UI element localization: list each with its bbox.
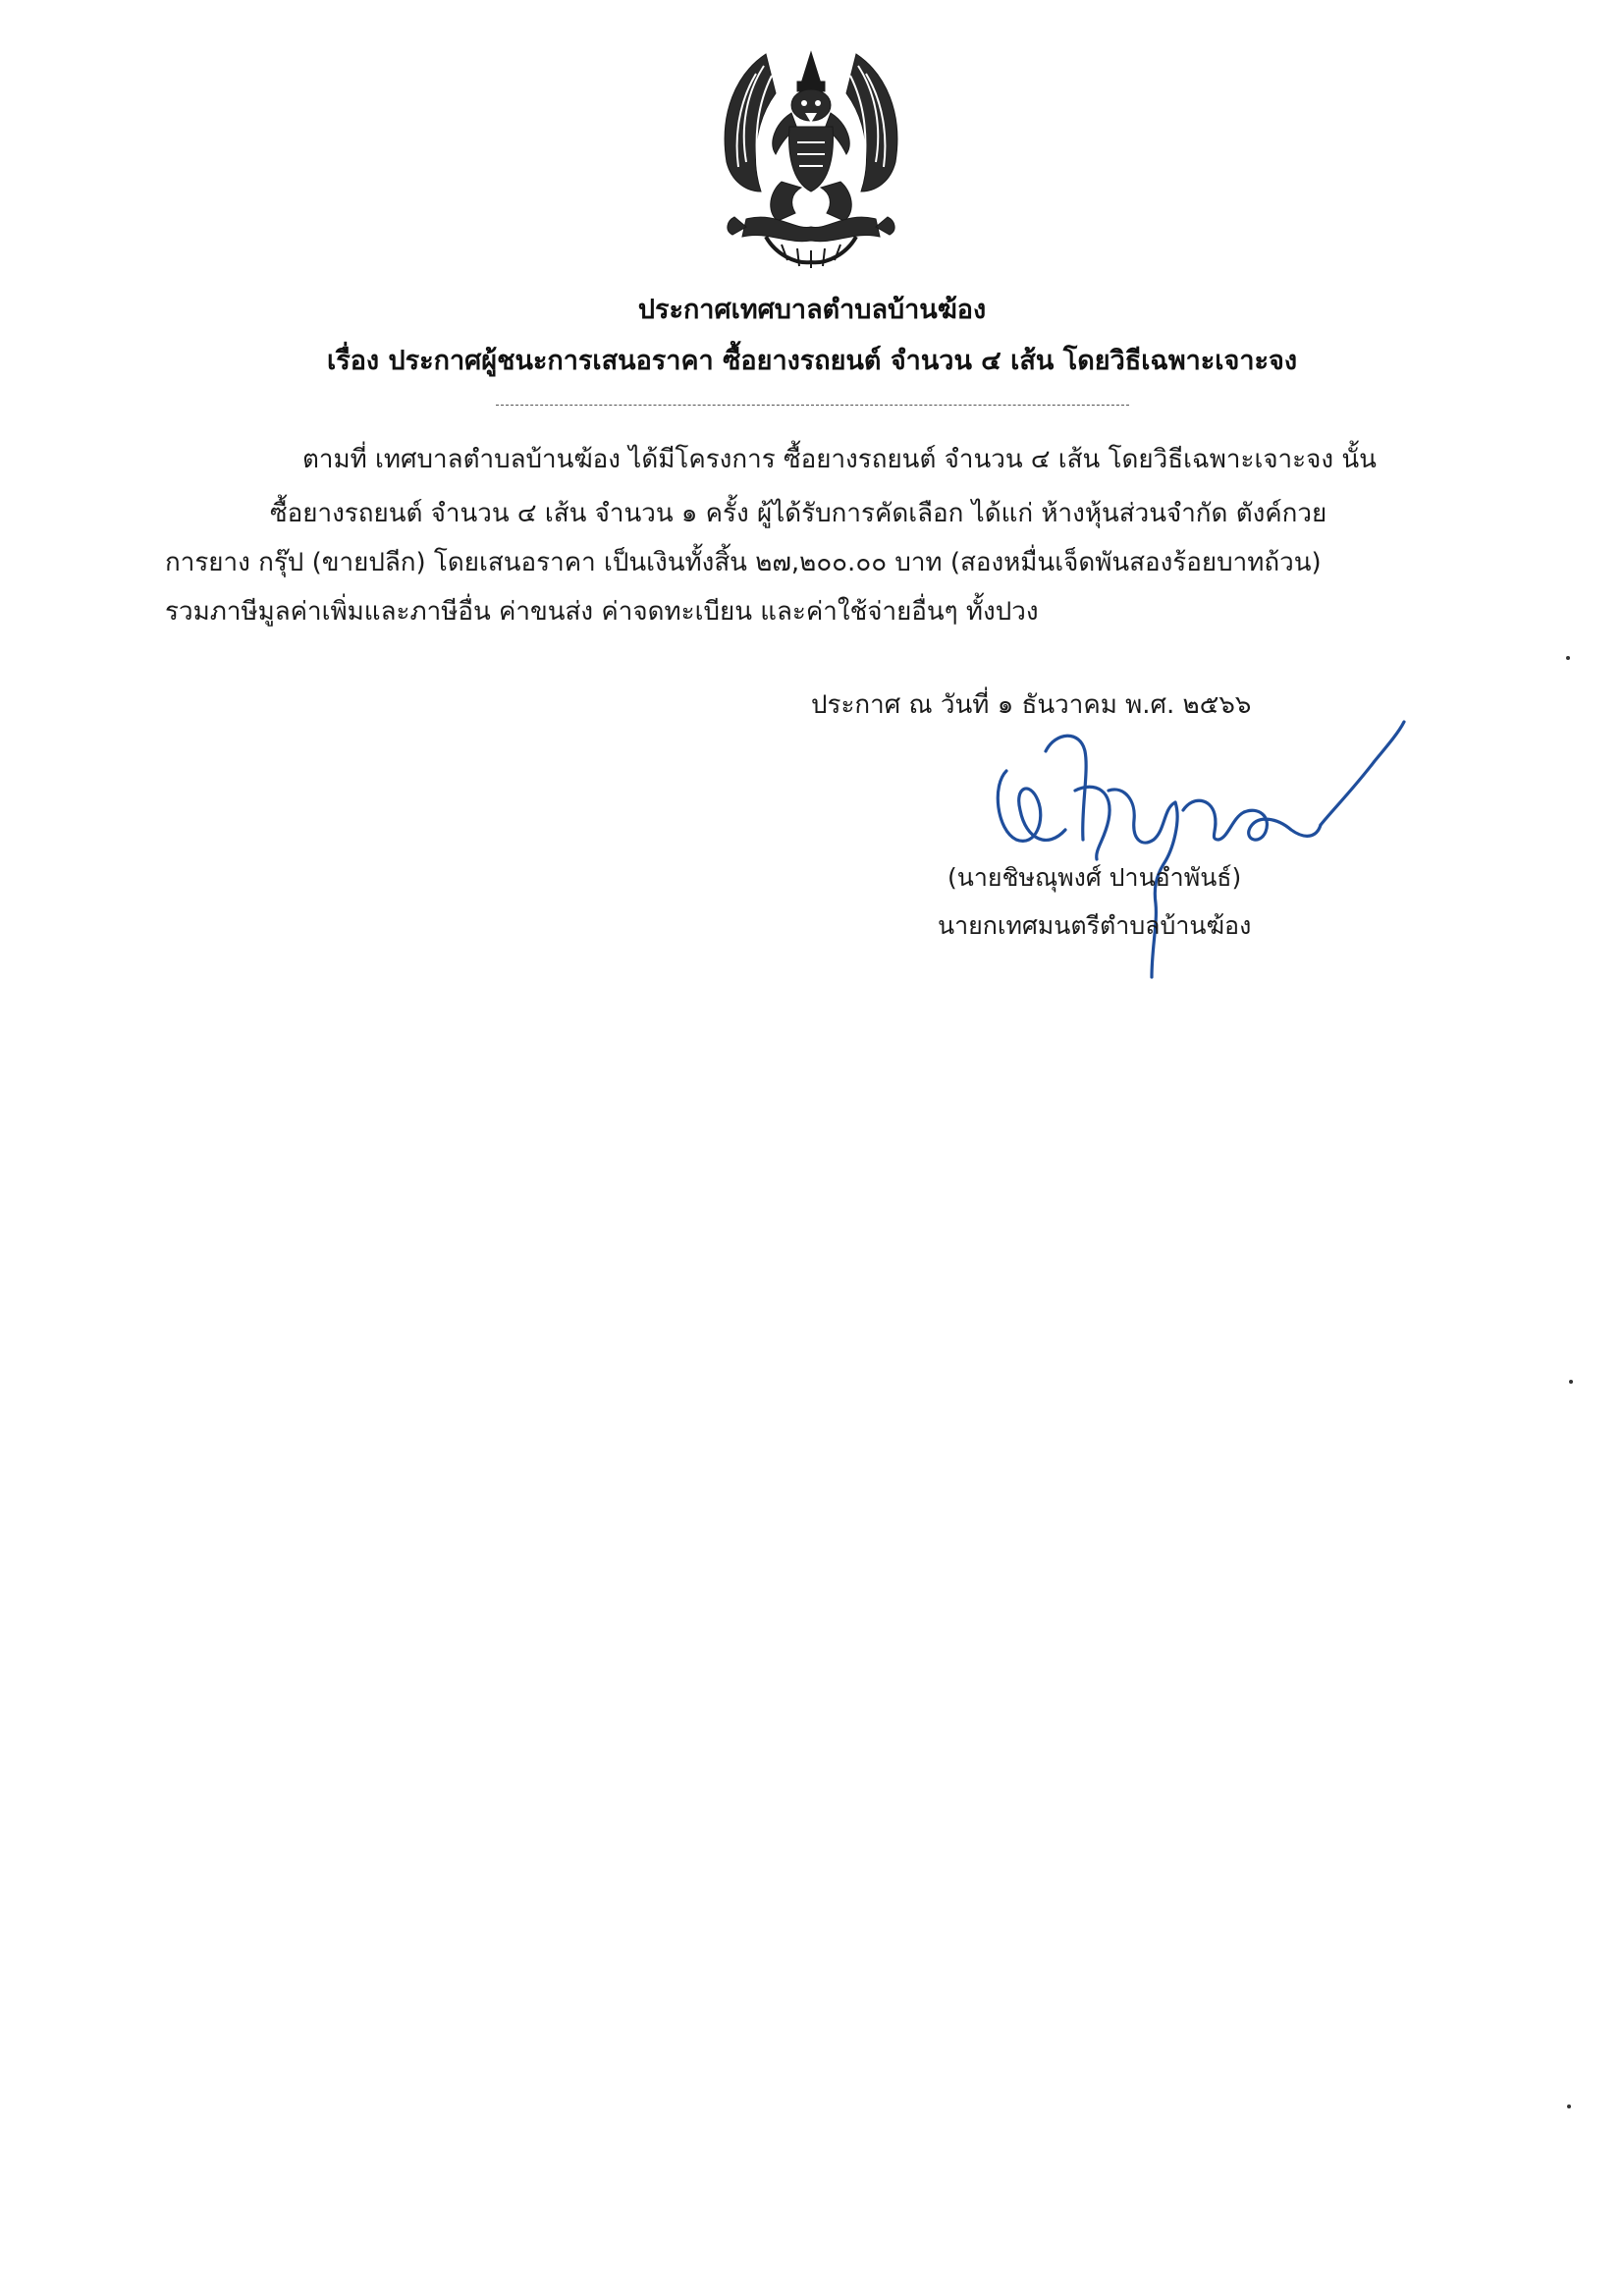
announcement-title: ประกาศเทศบาลตำบลบ้านฆ้อง bbox=[637, 295, 987, 325]
body-line: การยาง กรุ๊ป (ขายปลีก) โดยเสนอราคา เป็นเงินทั้งสิ้น ๒๗,๒๐๐.๐๐ บาท (สองหมื่นเจ็ดพันสองร้อยบาทถ้วน) bbox=[165, 548, 1322, 577]
body-line: ซื้อยางรถยนต์ จำนวน ๔ เส้น จำนวน ๑ ครั้ง ผู้ได้รับการคัดเลือก ได้แก่ ห้างหุ้นส่วนจำกัด ตังค์กวย bbox=[270, 499, 1327, 528]
scan-speck bbox=[1569, 1380, 1573, 1384]
dashed-divider bbox=[496, 405, 1129, 406]
garuda-emblem-icon bbox=[707, 44, 915, 272]
announcement-date: ประกาศ ณ วันที่ ๑ ธันวาคม พ.ศ. ๒๕๖๖ bbox=[811, 690, 1252, 720]
body-line: รวมภาษีมูลค่าเพิ่มและภาษีอื่น ค่าขนส่ง ค่าจดทะเบียน และค่าใช้จ่ายอื่นๆ ทั้งปวง bbox=[165, 597, 1039, 627]
scan-speck bbox=[1567, 2105, 1571, 2108]
signer-name: (นายชิษณุพงศ์ ปานอำพันธ์) bbox=[947, 863, 1242, 892]
handwritten-signature bbox=[987, 692, 1419, 987]
announcement-subject: เรื่อง ประกาศผู้ชนะการเสนอราคา ซื้อยางรถยนต์ จำนวน ๔ เส้น โดยวิธีเฉพาะเจาะจง bbox=[326, 346, 1298, 376]
scan-speck bbox=[1566, 656, 1570, 660]
body-line: ตามที่ เทศบาลตำบลบ้านฆ้อง ได้มีโครงการ ซื้อยางรถยนต์ จำนวน ๔ เส้น โดยวิธีเฉพาะเจาะจง นั้น bbox=[302, 445, 1377, 474]
signer-title: นายกเทศมนตรีตำบลบ้านฆ้อง bbox=[938, 911, 1252, 940]
